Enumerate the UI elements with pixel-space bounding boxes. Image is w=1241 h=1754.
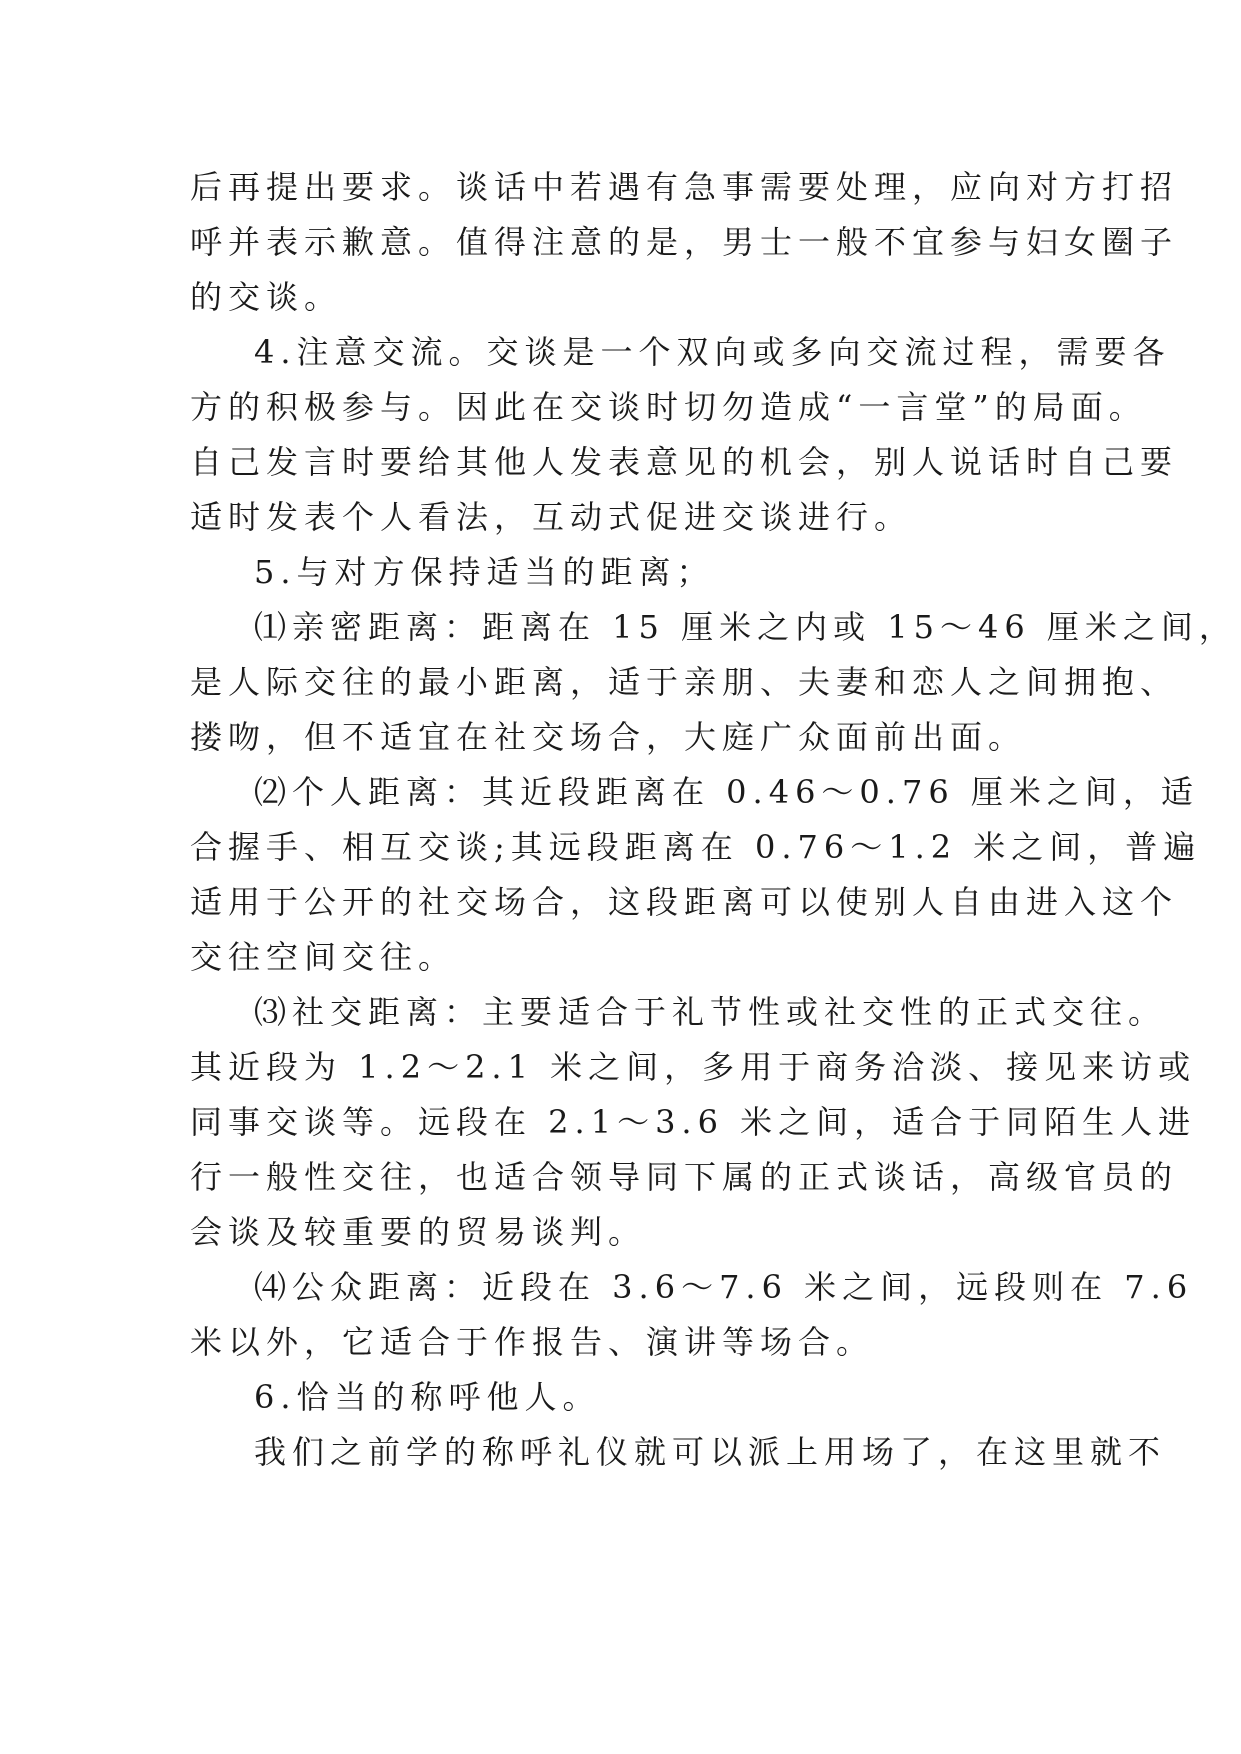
text-line: 会谈及较重要的贸易谈判。 <box>190 1213 647 1251</box>
text-line: 后再提出要求。谈话中若遇有急事需要处理，应向对方打招 <box>190 168 1179 206</box>
text-line: ⑴亲密距离：距离在 15 厘米之内或 15～46 厘米之间， <box>254 608 1237 646</box>
text-line: 我们之前学的称呼礼仪就可以派上用场了，在这里就不 <box>254 1433 1167 1471</box>
body-text <box>190 160 1237 1480</box>
text-line: 的交谈。 <box>190 278 343 316</box>
text-line: 4.注意交流。交谈是一个双向或多向交流过程，需要各 <box>254 333 1171 371</box>
text-line: 6.恰当的称呼他人。 <box>254 1378 601 1416</box>
text-line: 是人际交往的最小距离，适于亲朋、夫妻和恋人之间拥抱、 <box>190 663 1179 701</box>
text-line: 自己发言时要给其他人发表意见的机会，别人说话时自己要 <box>190 443 1179 481</box>
text-line: 呼并表示歉意。值得注意的是，男士一般不宜参与妇女圈子 <box>190 223 1179 261</box>
text-line: 方的积极参与。因此在交谈时切勿造成“一言堂”的局面。 <box>190 388 1147 426</box>
text-line: 搂吻，但不适宜在社交场合，大庭广众面前出面。 <box>190 718 1027 756</box>
text-line: 适时发表个人看法，互动式促进交谈进行。 <box>190 498 913 536</box>
text-line: ⑷公众距离：近段在 3.6～7.6 米之间，远段则在 7.6 <box>254 1268 1194 1306</box>
text-line: ⑵个人距离：其近段距离在 0.46～0.76 厘米之间，适 <box>254 773 1199 811</box>
text-line: 5.与对方保持适当的距离； <box>254 553 715 591</box>
text-line: ⑶社交距离：主要适合于礼节性或社交性的正式交往。 <box>254 993 1167 1031</box>
text-line: 行一般性交往，也适合领导同下属的正式谈话，高级官员的 <box>190 1158 1179 1196</box>
text-line: 交往空间交往。 <box>190 938 457 976</box>
text-line: 适用于公开的社交场合，这段距离可以使别人自由进入这个 <box>190 883 1179 921</box>
text-line: 米以外，它适合于作报告、演讲等场合。 <box>190 1323 875 1361</box>
text-line: 其近段为 1.2～2.1 米之间，多用于商务洽淡、接见来访或 <box>190 1048 1197 1086</box>
text-line: 合握手、相互交谈;其远段距离在 0.76～1.2 米之间，普遍 <box>190 828 1202 866</box>
text-line: 同事交谈等。远段在 2.1～3.6 米之间，适合于同陌生人进 <box>190 1103 1197 1141</box>
